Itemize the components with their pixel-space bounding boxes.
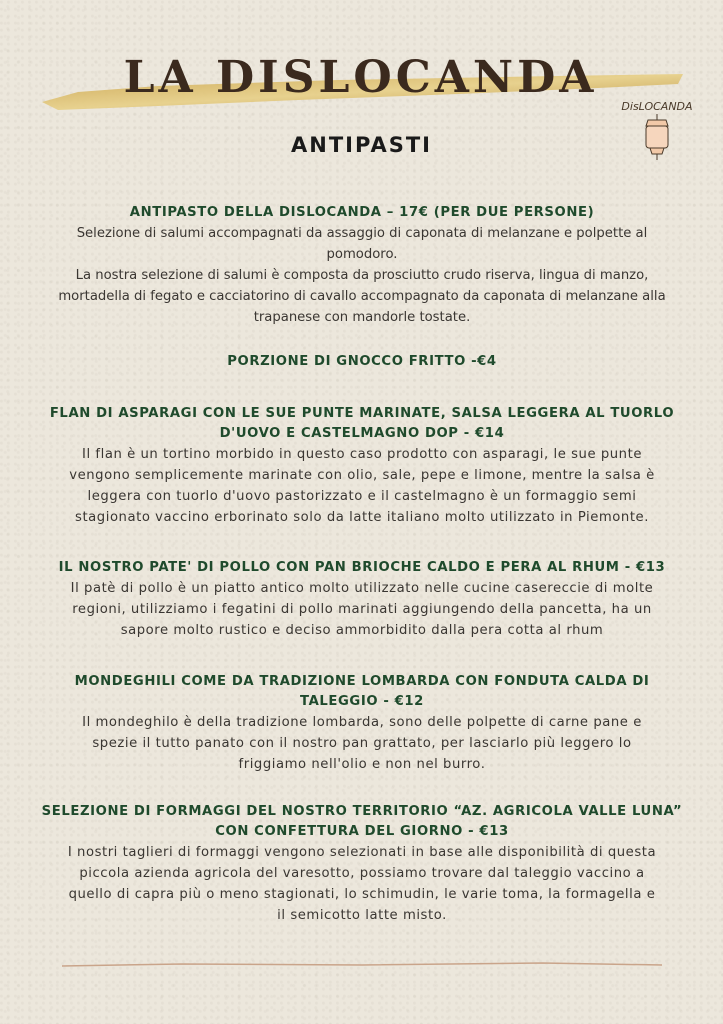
item-title: IL NOSTRO PATE' DI POLLO CON PAN BRIOCHE CALDO E PERA AL RHUM - €13 (58, 560, 666, 575)
brand-title: LA DISLOCANDA (123, 52, 598, 103)
menu-item-4 (22, 558, 702, 641)
menu-item-2 (22, 352, 702, 372)
item-desc-line: mortadella di fegato e cacciatorino di cavallo accompagnato da caponata di melanzane alla (58, 289, 666, 304)
section-title: ANTIPASTI (291, 133, 432, 157)
item-desc-line: Il flan è un tortino morbido in questo caso prodotto con asparagi, le sue punte (82, 447, 642, 462)
footer-divider (62, 960, 662, 970)
menu-item-5 (22, 672, 702, 775)
item-desc-line: La nostra selezione di salumi è composta da prosciutto crudo riserva, lingua di manzo, (75, 268, 649, 283)
item-title: FLAN DI ASPARAGI CON LE SUE PUNTE MARINATE, SALSA LEGGERA AL TUORLO D'UOVO E CASTELMAGNO DOP - €14 (49, 406, 675, 441)
item-title: MONDEGHILI COME DA TRADIZIONE LOMBARDA CON FONDUTA CALDA DI TALEGGIO - €12 (74, 674, 650, 709)
item-desc-line: spezie il tutto panato con il nostro pan grattato, per lasciarlo più leggero lo (92, 736, 632, 751)
item-desc-line: quello di capra più o meno stagionati, lo schimudin, le varie toma, la formagella e (68, 887, 656, 902)
item-desc-line: sapore molto rustico e deciso ammorbidito dalla pera cotta al rhum (120, 623, 604, 638)
menu-item-6 (22, 802, 702, 926)
item-desc-line: vengono semplicemente marinate con olio, sale, pepe e limone, mentre la salsa è (69, 468, 655, 483)
item-title: PORZIONE DI GNOCCO FRITTO -€4 (227, 354, 497, 369)
item-desc-line: Il mondeghilo è della tradizione lombarda, sono delle polpette di carne pane e (82, 715, 642, 730)
item-desc-line: Selezione di salumi accompagnati da assaggio di caponata di melanzane e polpette al (76, 226, 648, 241)
item-desc-line: leggera con tuorlo d'uovo pastorizzato e il castelmagno è un formaggio semi (87, 489, 637, 504)
item-title: SELEZIONE DI FORMAGGI DEL NOSTRO TERRITORIO “AZ. AGRICOLA VALLE LUNA” CON CONFETTURA DEL GIORNO - €13 (41, 804, 683, 839)
item-desc-line: Il patè di pollo è un piatto antico molto utilizzato nelle cucine casereccie di molte (70, 581, 654, 596)
menu-item-3 (22, 404, 702, 528)
item-desc-line: friggiamo nell'olio e non nel burro. (238, 757, 486, 772)
item-desc-line: regioni, utilizziamo i fegatini di pollo marinati aggiungendo della pancetta, ha un (72, 602, 652, 617)
item-desc-line: piccola azienda agricola del varesotto, possiamo trovare dal taleggio vaccino a (79, 866, 645, 881)
item-desc-line: il semicotto latte misto. (277, 908, 447, 923)
item-desc-line: I nostri taglieri di formaggi vengono selezionati in base alle disponibilità di questa (67, 845, 657, 860)
logo-text: DisLOCANDA (621, 100, 693, 113)
item-title: ANTIPASTO DELLA DISLOCANDA – 17€ (PER DUE PERSONE) (129, 205, 595, 220)
item-desc-line: stagionato vaccino erborinato solo da latte italiano molto utilizzato in Piemonte. (75, 510, 649, 525)
menu-item-1 (22, 203, 702, 328)
item-desc-line: trapanese con mandorle tostate. (253, 310, 471, 325)
item-desc-line: pomodoro. (326, 247, 398, 262)
